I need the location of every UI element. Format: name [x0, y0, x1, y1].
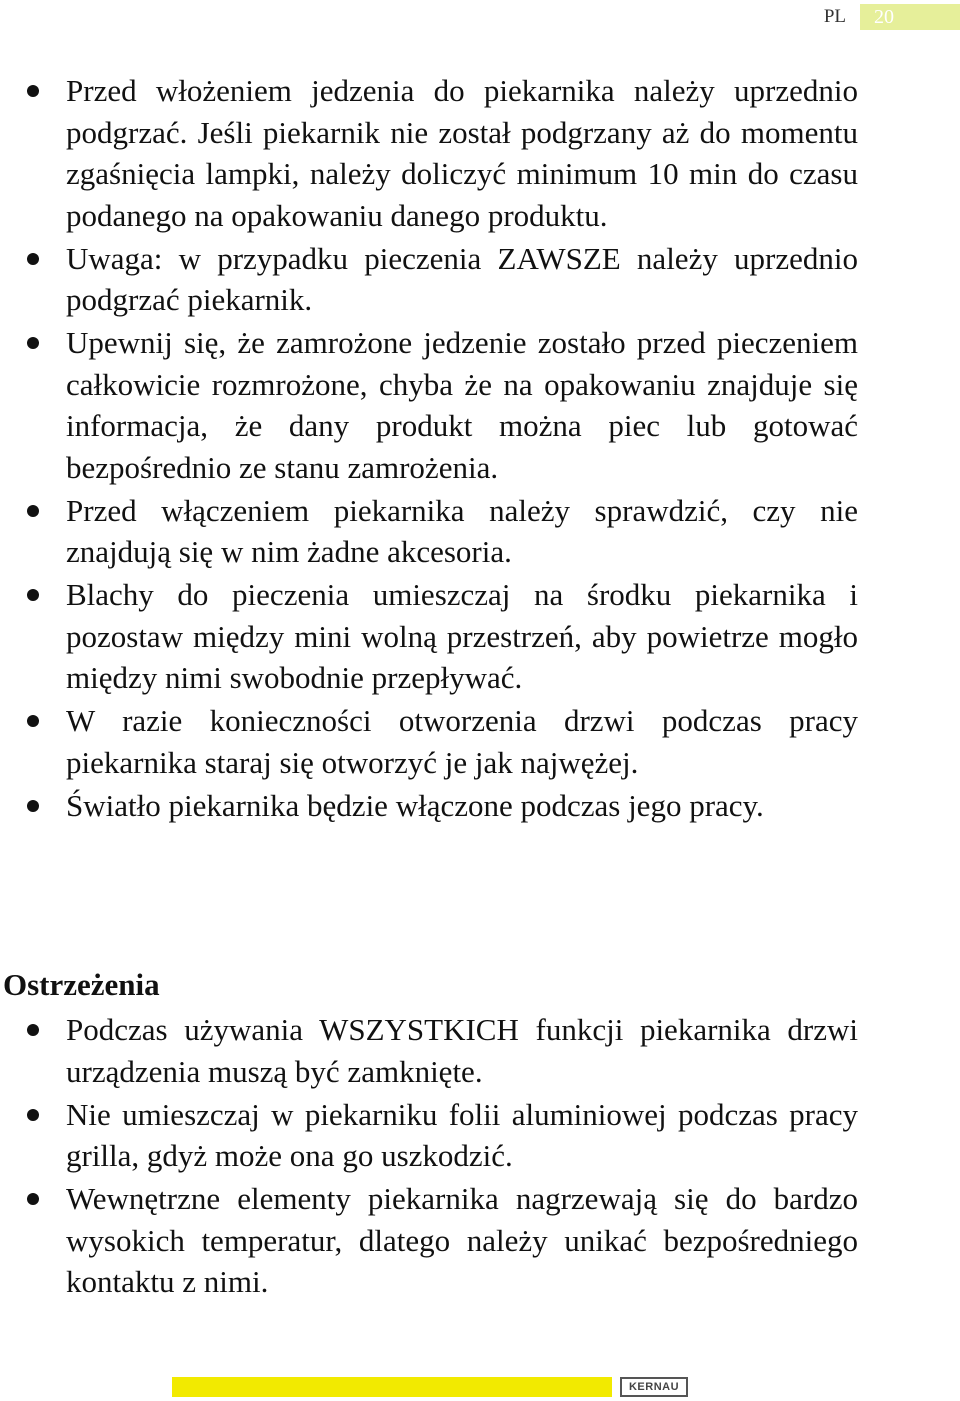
- brand-logo: [620, 1377, 688, 1397]
- list-item: Uwaga: w przypadku pieczenia ZAWSZE należy uprzednio podgrzać piekarnik.: [66, 238, 858, 321]
- list-item: Wewnętrzne elementy piekarnika nagrzewają się do bardzo wysokich temperatur, dlatego należy unikać bezpośredniego kontaktu z nimi.: [66, 1178, 858, 1303]
- list-item: Upewnij się, że zamrożone jedzenie zostało przed pieczeniem całkowicie rozmrożone, chyba że na opakowaniu znajduje się informacja, że dany produkt można piec lub gotować bezpośrednio ze stanu zamrożenia.: [66, 322, 858, 488]
- warnings-list: [66, 1009, 858, 1304]
- list-item: Nie umieszczaj w piekarniku folii aluminiowej podczas pracy grilla, gdyż może ona go uszkodzić.: [66, 1094, 858, 1177]
- language-label: PL: [823, 6, 846, 27]
- page-number: 20: [874, 6, 894, 28]
- list-item: Podczas używania WSZYSTKICH funkcji piekarnika drzwi urządzenia muszą być zamknięte.: [66, 1009, 858, 1092]
- list-item: W razie konieczności otworzenia drzwi podczas pracy piekarnika staraj się otworzyć je jak najwężej.: [66, 700, 858, 783]
- list-item: Przed włączeniem piekarnika należy sprawdzić, czy nie znajdują się w nim żadne akcesoria.: [66, 490, 858, 573]
- footer-bar: [172, 1377, 612, 1397]
- page-header: [824, 4, 960, 30]
- warnings-heading: Ostrzeżenia: [3, 967, 160, 1002]
- page-number-box: [860, 4, 960, 30]
- brand-name: KERNAU: [628, 1381, 680, 1393]
- list-item: Blachy do pieczenia umieszczaj na środku piekarnika i pozostaw między mini wolną przestrzeń, aby powietrze mogło między nimi swobodnie przepływać.: [66, 574, 858, 699]
- list-item: Światło piekarnika będzie włączone podczas jego pracy.: [66, 785, 858, 827]
- list-item: Przed włożeniem jedzenia do piekarnika należy uprzednio podgrzać. Jeśli piekarnik nie został podgrzany aż do momentu zgaśnięcia lampki, należy doliczyć minimum 10 min do czasu podanego na opakowaniu danego produktu.: [66, 70, 858, 236]
- instructions-list: [66, 70, 858, 828]
